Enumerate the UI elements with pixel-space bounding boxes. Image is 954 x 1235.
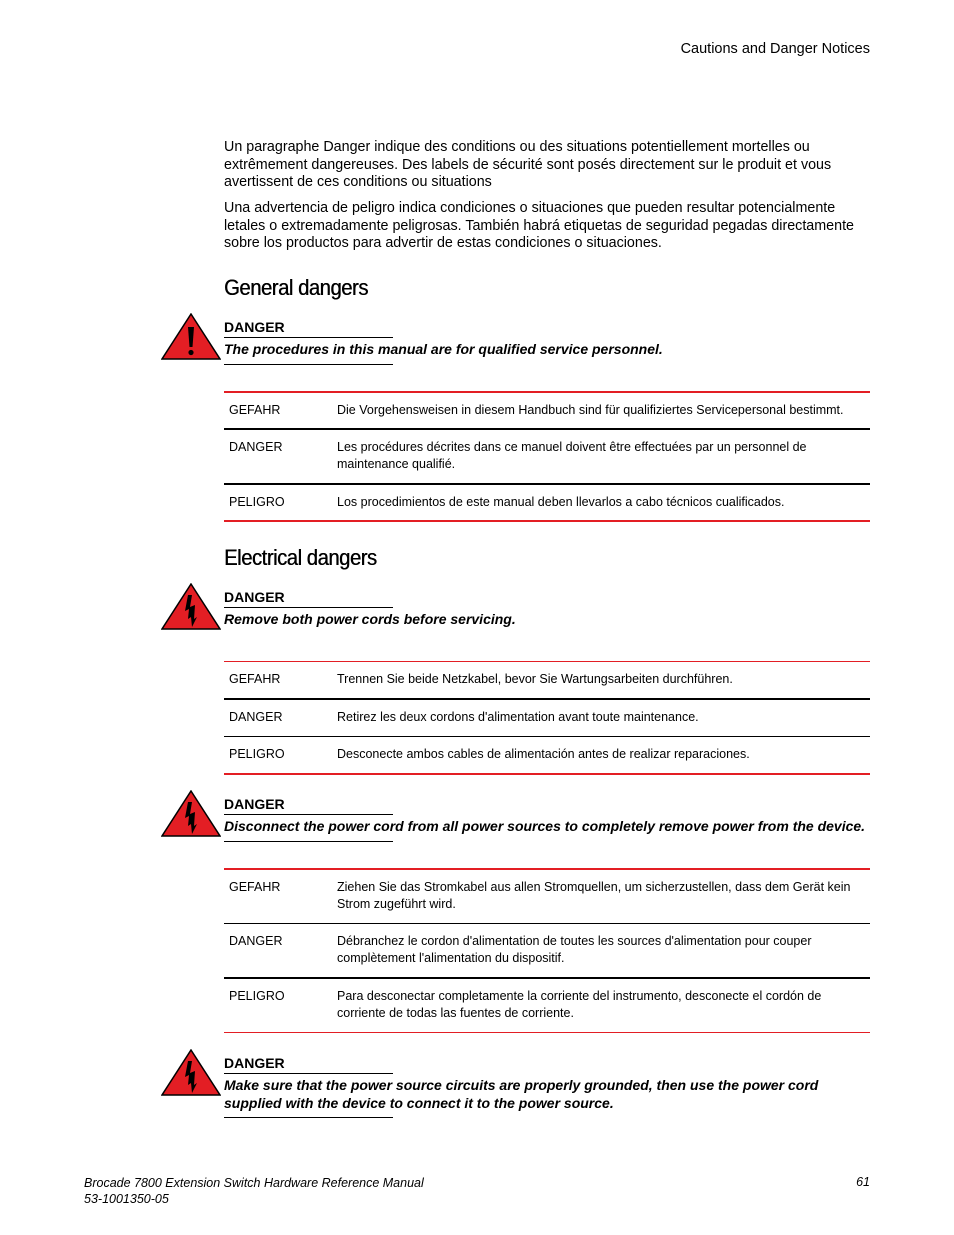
- table-rule: [224, 698, 870, 700]
- table-rule: [224, 977, 870, 979]
- language-label: DANGER: [229, 934, 283, 948]
- divider: [224, 607, 393, 608]
- table-rule: [224, 661, 870, 662]
- language-label: PELIGRO: [229, 989, 285, 1003]
- danger-label: DANGER: [224, 796, 285, 812]
- divider: [224, 337, 393, 338]
- table-rule: [224, 923, 870, 924]
- language-label: PELIGRO: [229, 747, 285, 761]
- language-label: DANGER: [229, 440, 283, 454]
- danger-text: Disconnect the power cord from all power sources to completely remove power from the device.: [224, 818, 866, 834]
- table-rule: [224, 736, 870, 737]
- table-rule: [224, 1032, 870, 1033]
- translation-text: Retirez les deux cordons d'alimentation avant toute maintenance.: [337, 710, 699, 724]
- translation-text: Trennen Sie beide Netzkabel, bevor Sie Wartungsarbeiten durchführen.: [337, 672, 733, 686]
- language-label: GEFAHR: [229, 672, 281, 686]
- translation-text: Ziehen Sie das Stromkabel aus allen Stromquellen, um sicherzustellen, dass dem Gerät kein Strom zugeführt wird.: [337, 880, 851, 911]
- divider: [224, 1073, 393, 1074]
- divider: [224, 1117, 393, 1118]
- danger-label: DANGER: [224, 589, 285, 605]
- translation-text: Para desconectar completamente la corriente del instrumento, desconecte el cordón de corriente de todas las fuentes de corriente.: [337, 989, 822, 1020]
- language-label: PELIGRO: [229, 495, 285, 509]
- intro-spanish: Una advertencia de peligro indica condiciones o situaciones que pueden resultar potencialmente letales o extremadamente peligrosas. También habrá etiquetas de seguridad pegadas directamente sobre los productos para advertir de estas condiciones o situaciones.: [224, 200, 854, 251]
- danger-label: DANGER: [224, 319, 285, 335]
- language-label: GEFAHR: [229, 403, 281, 417]
- electrical-hazard-icon: [161, 1049, 221, 1097]
- electrical-hazard-icon: [161, 583, 221, 631]
- electrical-hazard-icon: [161, 790, 221, 838]
- running-header: Cautions and Danger Notices: [680, 41, 870, 57]
- table-rule: [224, 391, 870, 393]
- intro-french: Un paragraphe Danger indique des conditions ou des situations potentiellement mortelles ou extrêmement dangereuses. Des labels de sécurité sont posés directement sur le produit et vous avertissent de ces conditions ou situations: [224, 139, 832, 190]
- language-label: GEFAHR: [229, 880, 281, 894]
- table-rule: [224, 428, 870, 430]
- page-number: 61: [856, 1175, 870, 1189]
- electrical-dangers-heading: Electrical dangers: [224, 545, 377, 570]
- exclamation-warning-icon: [161, 313, 221, 361]
- general-dangers-heading: General dangers: [224, 275, 368, 300]
- translation-text: Die Vorgehensweisen in diesem Handbuch sind für qualifiziertes Servicepersonal bestimmt.: [337, 403, 844, 417]
- danger-text: Remove both power cords before servicing.: [224, 611, 516, 627]
- table-rule: [224, 773, 870, 775]
- divider: [224, 364, 393, 365]
- footer-doc-number: 53-1001350-05: [84, 1192, 169, 1206]
- translation-text: Les procédures décrites dans ce manuel doivent être effectuées par un personnel de maintenance qualifié.: [337, 440, 807, 471]
- danger-label: DANGER: [224, 1055, 285, 1071]
- table-rule: [224, 868, 870, 870]
- translation-text: Los procedimientos de este manual deben llevarlos a cabo técnicos cualificados.: [337, 495, 785, 509]
- divider: [224, 814, 393, 815]
- table-rule: [224, 483, 870, 485]
- divider: [224, 841, 393, 842]
- translation-text: Débranchez le cordon d'alimentation de toutes les sources d'alimentation pour couper complètement l'alimentation du dispositif.: [337, 934, 812, 965]
- footer-document-info: [84, 1175, 424, 1207]
- danger-text: The procedures in this manual are for qualified service personnel.: [224, 341, 663, 357]
- table-rule: [224, 520, 870, 522]
- footer-title: Brocade 7800 Extension Switch Hardware Reference Manual: [84, 1176, 424, 1190]
- danger-text: Make sure that the power source circuits are properly grounded, then use the power cord supplied with the device to connect it to the power source.: [224, 1077, 819, 1111]
- translation-text: Desconecte ambos cables de alimentación antes de realizar reparaciones.: [337, 747, 750, 761]
- language-label: DANGER: [229, 710, 283, 724]
